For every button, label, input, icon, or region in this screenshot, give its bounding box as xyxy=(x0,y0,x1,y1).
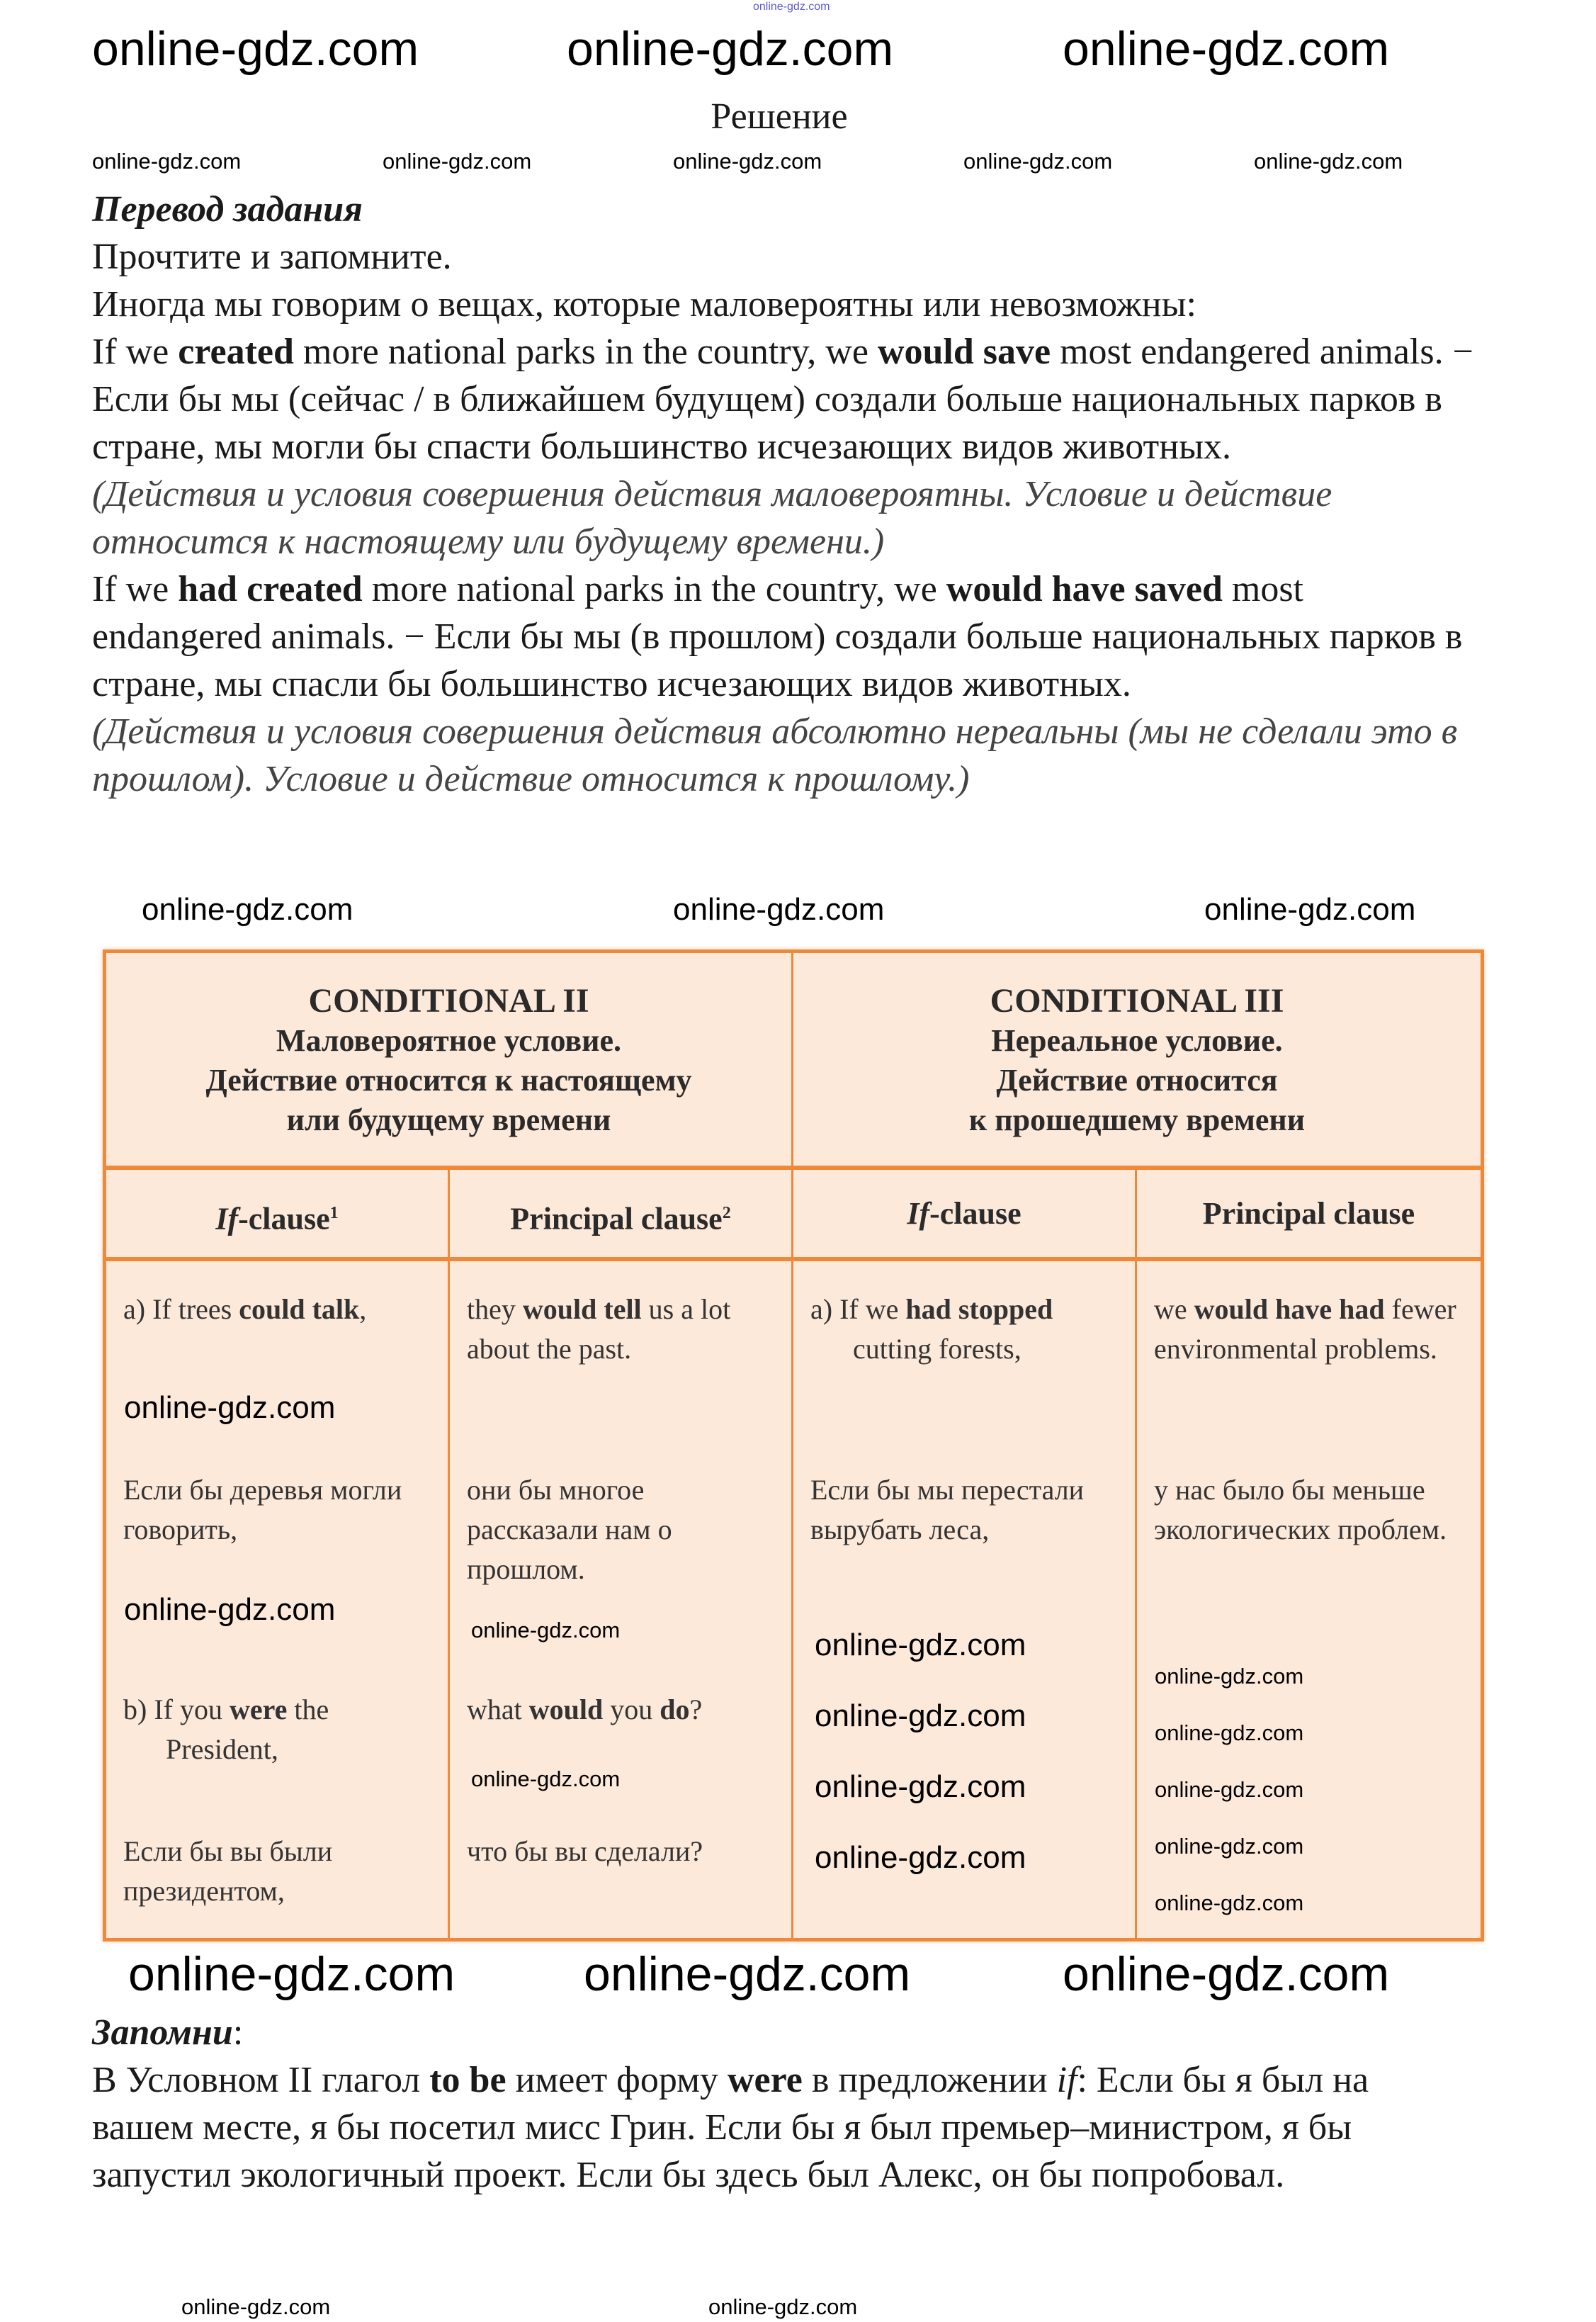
watermark: online-gdz.com xyxy=(142,892,353,927)
watermark: online-gdz.com xyxy=(128,1947,455,2001)
watermark: online-gdz.com xyxy=(1155,1834,1304,1859)
remember-heading: Запомни: xyxy=(92,2012,244,2053)
watermark: online-gdz.com xyxy=(1155,1777,1304,1802)
intro-heading: Перевод задания xyxy=(92,189,363,230)
conditional-3-header: CONDITIONAL III Нереальное условие. Действие относится к прошедшему времени xyxy=(968,982,1306,1137)
table-column xyxy=(450,1261,793,1938)
example-2: If we had created more national parks in the country, we would have saved most endangered animals. − Если бы мы (в прошлом) создали больше национальных парков в стране, мы спасли бы большинство исчезающих видов животных. xyxy=(92,569,1463,704)
table-cell: a) If trees could talk, xyxy=(123,1293,367,1325)
column-header: If-clause$^1$ xyxy=(106,1166,450,1261)
watermark: online-gdz.com xyxy=(471,1618,621,1642)
table-cell: Если бы деревья могли говорить, xyxy=(123,1474,402,1545)
watermark: online-gdz.com xyxy=(1155,1890,1304,1915)
table-cell: что бы вы сделали? xyxy=(467,1835,703,1867)
table-column xyxy=(793,1261,1137,1938)
table-cell: Если бы вы были президентом, xyxy=(123,1835,333,1907)
watermark: online-gdz.com xyxy=(181,2294,331,2319)
example-1: If we created more national parks in the country, we would save most endangered animals. − Если бы мы (сейчас / в ближайшем будущем) создали больше национальных парков в стране, мы могли бы спасти большинство исчезающих видов животных. xyxy=(92,332,1473,467)
page-title: Решение xyxy=(711,96,848,137)
table-cell: a) If we had stopped cutting forests, xyxy=(810,1293,1053,1365)
table-cell: they would tell us a lot about the past. xyxy=(467,1293,731,1365)
watermark: online-gdz.com xyxy=(815,1628,1026,1662)
table-cell: у нас было бы меньше экологических проблем. xyxy=(1154,1474,1447,1545)
remember-section xyxy=(92,2009,1473,2199)
column-header: Principal clause$^2$ xyxy=(450,1166,793,1261)
watermark: online-gdz.com xyxy=(584,1947,911,2001)
watermark: online-gdz.com xyxy=(92,149,242,174)
column-header: Principal clause xyxy=(1137,1166,1481,1261)
note-2: (Действия и условия совершения действия абсолютно нереальны (мы не сделали это в прошлом). Условие и действие относится к прошлому.) xyxy=(92,711,1458,799)
watermark: online-gdz.com xyxy=(124,1592,336,1627)
table-cell: what would you do? xyxy=(467,1693,703,1725)
note-1: (Действия и условия совершения действия маловероятны. Условие и действие относится к настоящему или будущему времени.) xyxy=(92,474,1332,562)
watermark: online-gdz.com xyxy=(815,1698,1026,1733)
conditional-2-header: CONDITIONAL II Маловероятное условие. Действие относится к настоящему или будущему времени xyxy=(106,953,793,1166)
watermark: online-gdz.com xyxy=(1155,1720,1304,1745)
watermark: online-gdz.com xyxy=(963,149,1113,174)
watermark: online-gdz.com xyxy=(708,2294,858,2319)
watermark: online-gdz.com xyxy=(124,1390,336,1425)
column-header: If-clause xyxy=(793,1166,1137,1261)
watermark: online-gdz.com xyxy=(673,892,885,927)
watermark: online-gdz.com xyxy=(1063,22,1390,76)
watermark: online-gdz.com xyxy=(673,149,822,174)
watermark: online-gdz.com xyxy=(92,22,419,76)
table-cell: b) If you were the President, xyxy=(123,1693,329,1765)
watermark: online-gdz.com xyxy=(815,1769,1026,1804)
table-cell: они бы многое рассказали нам о прошлом. xyxy=(467,1474,672,1585)
watermark: online-gdz.com xyxy=(383,149,532,174)
intro-line: Прочтите и запомните. xyxy=(92,237,452,277)
watermark: online-gdz.com xyxy=(1155,1664,1304,1689)
remember-text: В Условном II глагол to be имеет форму were в предложении if: Если бы я был на вашем месте, я бы посетил мисс Грин. Если бы я был премьер–министром, я бы запустил экологичный проект. Если бы здесь был Алекс, он бы попробовал. xyxy=(92,2060,1369,2195)
watermark: online-gdz.com xyxy=(815,1840,1026,1875)
table-cell: Если бы мы перестали вырубать леса, xyxy=(810,1474,1085,1545)
watermark: online-gdz.com xyxy=(1254,149,1403,174)
watermark: online-gdz.com xyxy=(1063,1947,1390,2001)
watermark: online-gdz.com xyxy=(1204,892,1416,927)
intro-section xyxy=(92,186,1473,803)
watermark: online-gdz.com xyxy=(471,1766,621,1791)
table-cell: we would have had fewer environmental problems. xyxy=(1154,1293,1456,1365)
watermark: online-gdz.com xyxy=(567,22,894,76)
intro-line: Иногда мы говорим о вещах, которые маловероятны или невозможны: xyxy=(92,284,1196,325)
watermark: online-gdz.com xyxy=(753,1,830,13)
